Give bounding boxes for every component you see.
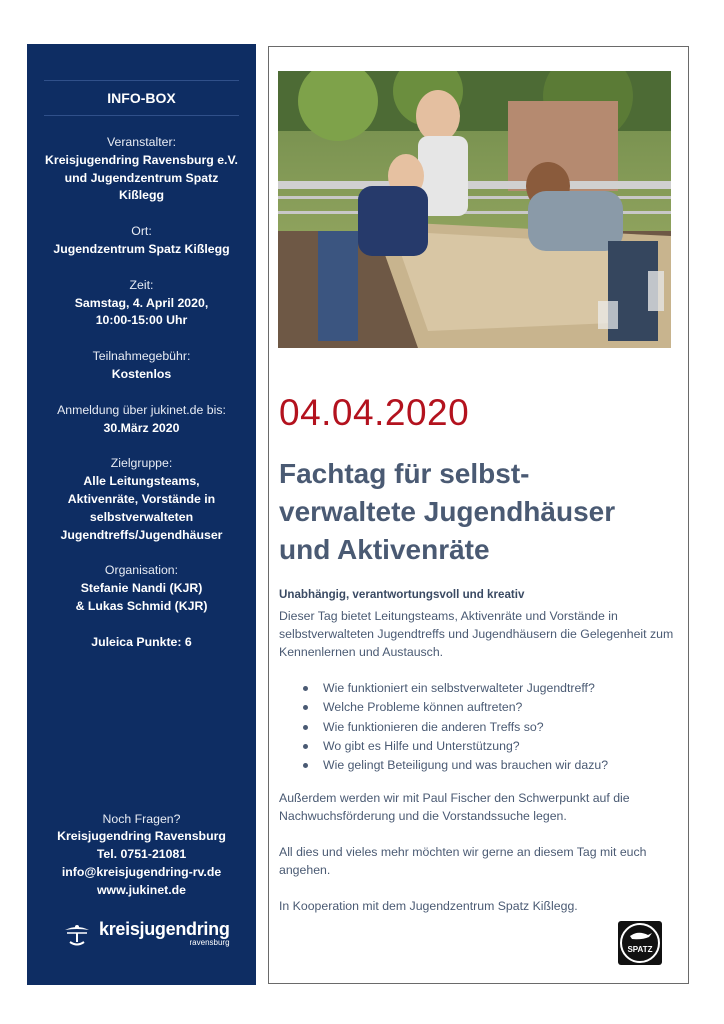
zeit-line: 10:00-15:00 Uhr: [95, 313, 188, 328]
zielgruppe-line: Aktivenräte, Vorstände in: [67, 491, 216, 506]
fragen-phone[interactable]: Tel. 0751-21081: [96, 847, 187, 862]
ort-label: Ort:: [131, 224, 152, 239]
ort-value: Jugendzentrum Spatz Kißlegg: [53, 241, 230, 256]
veranstalter-block: [44, 134, 239, 205]
juleica-block: [44, 634, 239, 652]
headline-line: Fachtag für selbst-: [279, 458, 530, 489]
event-subline: Unabhängig, verantwortungsvoll und kreativ: [279, 588, 525, 601]
ort-block: [44, 223, 239, 259]
spatz-logo: [618, 921, 662, 965]
workshop-photo: [278, 71, 671, 348]
list-item: Wie gelingt Beteiligung und was brauchen wir dazu?: [303, 756, 608, 775]
spatz-bird-icon: [618, 921, 662, 965]
event-date: 04.04.2020: [279, 392, 470, 433]
anmeldung-value: 30.März 2020: [103, 420, 180, 435]
fragen-website-link[interactable]: www.jukinet.de: [96, 882, 187, 897]
gebuehr-block: [44, 348, 239, 384]
organisation-line: Stefanie Nandi (KJR): [80, 581, 203, 596]
gebuehr-label: Teilnahmegebühr:: [92, 349, 191, 364]
kreisjugendring-logo-icon: [61, 920, 93, 948]
zielgruppe-label: Zielgruppe:: [110, 456, 173, 471]
list-item: Wie funktionieren die anderen Treffs so?: [303, 718, 608, 737]
info-box-title: INFO-BOX: [107, 90, 176, 106]
closing-paragraph: All dies und vieles mehr möchten wir gerne an diesem Tag mit euch angehen.: [279, 845, 647, 877]
question-list: [303, 679, 608, 775]
fragen-block: [44, 811, 239, 900]
zeit-block: [44, 277, 239, 330]
list-item: Wo gibt es Hilfe und Unterstützung?: [303, 737, 608, 756]
info-sidebar: [27, 44, 256, 985]
list-item: Welche Probleme können auftreten?: [303, 698, 608, 717]
zielgruppe-block: [44, 455, 239, 544]
anmeldung-label: Anmeldung über jukinet.de bis:: [57, 402, 226, 417]
headline-line: und Aktivenräte: [279, 534, 490, 565]
headline-line: verwaltete Jugendhäuser: [279, 496, 616, 527]
zielgruppe-line: selbstverwalteten: [89, 509, 194, 524]
spatz-logo-text: SPATZ: [627, 945, 653, 954]
focus-paragraph: Außerdem werden wir mit Paul Fischer den Schwerpunkt auf die Nachwuchsförderung und die Vorstandssuche legen.: [279, 791, 630, 823]
juleica-points: Juleica Punkte: 6: [91, 634, 192, 649]
veranstalter-line: Kißlegg: [118, 188, 165, 203]
veranstalter-label: Veranstalter:: [106, 135, 177, 149]
logo-region: ravensburg: [189, 938, 230, 947]
anmeldung-block: [44, 402, 239, 438]
logo-name: kreisjugendring: [99, 919, 230, 939]
event-headline: [279, 455, 679, 569]
veranstalter-line: Kreisjugendring Ravensburg e.V.: [45, 152, 238, 167]
fragen-label: Noch Fragen?: [102, 811, 181, 826]
intro-paragraph: Dieser Tag bietet Leitungsteams, Aktivenräte und Vorstände in selbstverwalteten Jugendtreffs und Jugendhäusern die Gelegenheit zum Kennenlernen und Austausch.: [279, 609, 674, 659]
zeit-label: Zeit:: [129, 277, 154, 292]
fragen-line: Kreisjugendring Ravensburg: [57, 829, 226, 844]
info-box: [44, 80, 239, 900]
cooperation-note: In Kooperation mit dem Jugendzentrum Spatz Kißlegg.: [279, 899, 578, 913]
organisation-label: Organisation:: [104, 563, 179, 578]
organisation-block: [44, 562, 239, 615]
zielgruppe-line: Jugendtreffs/Jugendhäuser: [60, 527, 223, 542]
list-item: Wie funktioniert ein selbstverwalteter Jugendtreff?: [303, 679, 608, 698]
fragen-email-link[interactable]: info@kreisjugendring-rv.de: [61, 864, 222, 879]
kreisjugendring-logo: [61, 916, 236, 951]
kreisjugendring-logo-text: [99, 920, 230, 947]
zielgruppe-line: Alle Leitungsteams,: [83, 474, 200, 489]
main-content: [268, 46, 689, 984]
veranstalter-line: und Jugendzentrum Spatz: [64, 170, 219, 185]
organisation-line: & Lukas Schmid (KJR): [75, 598, 208, 613]
gebuehr-value: Kostenlos: [111, 366, 172, 381]
zeit-line: Samstag, 4. April 2020,: [74, 295, 209, 310]
